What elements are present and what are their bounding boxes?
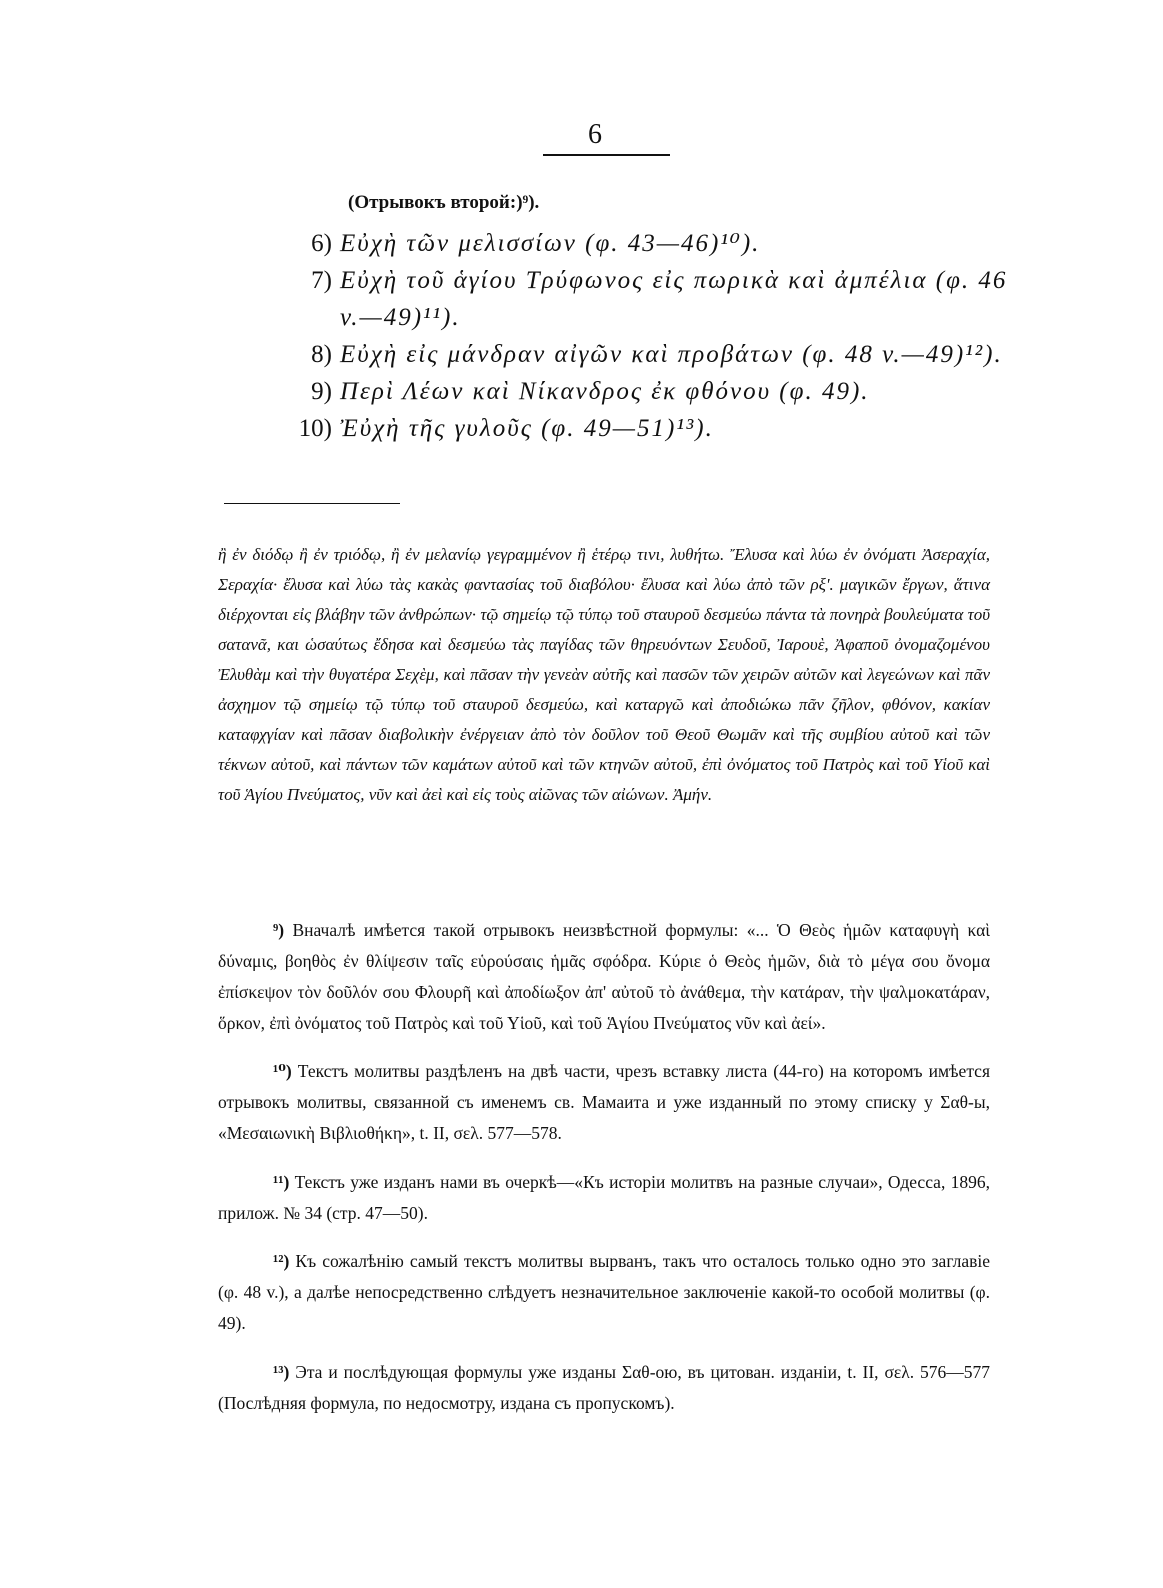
item-list bbox=[270, 225, 1010, 447]
footnote bbox=[218, 1167, 990, 1229]
footnote bbox=[218, 1246, 990, 1339]
footnote bbox=[218, 1357, 990, 1419]
footnote-text: Текстъ уже изданъ нами въ очеркѣ—«Къ исторіи молитвъ на разные случаи», Одесса, 1896, прилож. № 34 (стр. 47—50). bbox=[218, 1171, 991, 1223]
footnote-text: Текстъ молитвы раздѣленъ на двѣ части, чрезъ вставку листа (44-го) на которомъ имѣется отрывокъ молитвы, связанной съ именемъ св. Мамаита и уже изданный по этому списку у Σαθ-ы, «Μεσαιωνικὴ Βιβλιοθήκη», t. II, σελ. 577—578. bbox=[218, 1061, 990, 1143]
footnotes bbox=[218, 897, 990, 1425]
list-item bbox=[270, 262, 1010, 336]
page-number: 6 bbox=[588, 119, 602, 150]
footnote-marker: ¹⁰) bbox=[273, 1061, 292, 1081]
item-number: 10) bbox=[298, 415, 332, 442]
page-number-rule bbox=[543, 154, 670, 156]
footnote-marker: ¹²) bbox=[273, 1251, 290, 1271]
list-item bbox=[270, 336, 1010, 373]
greek-text-block: ἢ ἐν διόδῳ ἢ ἐν τριόδῳ, ἢ ἐν μελανίῳ γεγραμμένον ἢ ἑτέρῳ τινι, λυθήτω. Ἔλυσα καὶ λύω ἐν ὀνόματι Ἀσεραχία, Σεραχία· ἔλυσα καὶ λύω τὰς κακὰς φαντασίας τοῦ διαβόλου· ἔλυσα καὶ λύω ἀπὸ τῶν ρξʹ. μαγικῶν ἔργων, ἅτινα διέρχονται εἰς βλάβην τῶν ἀνθρώπων· τῷ σημείῳ τῷ τύπῳ τοῦ σταυροῦ δεσμεύω πάντα τὰ πονηρὰ βουλεύματα τοῦ σατανᾶ, και ὡσαύτως ἔδησα καὶ δεσμεύω τὰς παγίδας τῶν θηρευόντων Σευδοῦ, Ἰαρουὲ, Ἀφαποῦ ὀνομαζομένου Ἐλυθὰμ καὶ τὴν θυγατέρα Σεχὲμ, καὶ πᾶσαν τὴν γενεὰν αὐτῆς καὶ πασῶν τῶν χειρῶν αὐτῶν καὶ λεγεώνων καὶ πᾶν ἀσχημον τῷ σημείῳ τῷ τύπῳ τοῦ σταυροῦ δεσμεύω, καὶ καταργῶ καὶ ἀποδιώκω πᾶν ζῆλον, φθόνον, κακίαν καταφχγίαν καὶ πᾶσαν διαβολικὴν ἐνέργειαν ἀπὸ τὸν δοῦλον τοῦ Θεοῦ Θωμᾶν καὶ τῆς συμβίου αὐτοῦ καὶ τῶν τέκνων αὐτοῦ, καὶ πάντων τῶν καμάτων αὐτοῦ καὶ τῶν κτηνῶν αὐτοῦ, ἐπὶ ὀνόματος τοῦ Πατρὸς καὶ τοῦ Υἱοῦ καὶ τοῦ Ἁγίου Πνεύματος, νῦν καὶ ἀεὶ καὶ εἰς τοὺς αἰῶνας τῶν αἰώνων. Ἀμήν. bbox=[218, 545, 990, 804]
footnote-marker: ⁹) bbox=[273, 919, 285, 940]
item-text: Εὐχὴ τῶν μελισσίων (φ. 43—46)¹⁰). bbox=[340, 230, 761, 257]
footnote-marker: ¹³) bbox=[273, 1361, 290, 1382]
item-number: 9) bbox=[311, 378, 332, 405]
item-text: Περὶ Λέων καὶ Νίκανδρος ἐκ φθόνου (φ. 49). bbox=[340, 378, 870, 405]
footnote-text: Вначалѣ имѣется такой отрывокъ неизвѣстной формулы: «... Ὁ Θεὸς ἡμῶν καταφυγὴ καὶ δύναμις, βοηθὸς ἐν θλίψεσιν ταῖς εὑρούσαις ἡμᾶς σφόδρα. Κύριε ὁ Θεὸς ἡμῶν, διὰ τὸ μέγα σου ὄνομα ἐπίσκεψον τὸν δοῦλόν σου Φλουρῆ καὶ ἀποδίωξον ἀπ' αὐτοῦ τὸ ἀνάθεμα, τὴν κατάραν, τὴν ψαλμοκατάραν, ὅρκον, ἐπὶ ὀνόματος τοῦ Πατρὸς καὶ τοῦ Υἱοῦ, καὶ τοῦ Ἁγίου Πνεύματος νῦν καὶ ἀεί». bbox=[218, 919, 990, 1033]
footnote-marker: ¹¹) bbox=[273, 1171, 290, 1192]
item-number: 8) bbox=[311, 341, 332, 368]
footnote bbox=[218, 1056, 990, 1149]
footnote-text: Къ сожалѣнію самый текстъ молитвы вырванъ, такъ что осталось только одно это заглавіе (φ. 48 v.), а далѣе непосредственно слѣдуетъ незначительное заключеніе какой-то особой молитвы (φ. 49). bbox=[218, 1251, 991, 1333]
footnote bbox=[218, 915, 990, 1039]
list-item bbox=[270, 410, 1010, 447]
item-text: Ἐὐχὴ τῆς γυλοῦς (φ. 49—51)¹³). bbox=[340, 415, 714, 442]
list-item bbox=[270, 373, 1010, 410]
item-number: 7) bbox=[311, 267, 332, 294]
item-text: Εὐχὴ εἰς μάνδραν αἰγῶν καὶ προβάτων (φ. 48 v.—49)¹²). bbox=[340, 341, 1003, 368]
list-item bbox=[270, 225, 1010, 262]
footnote-separator bbox=[224, 503, 400, 504]
section-heading: (Отрывокъ второй:)⁹). bbox=[348, 192, 540, 213]
item-text: Εὐχὴ τοῦ ἁγίου Τρύφωνος εἰς πωρικὰ καὶ ἀμπέλια (φ. 46 v.—49)¹¹). bbox=[340, 267, 1008, 331]
footnote-text: Эта и послѣдующая формулы уже изданы Σαθ-ою, въ цитован. изданіи, t. II, σελ. 576—577 (Послѣдняя формула, по недосмотру, издана съ пропускомъ). bbox=[218, 1361, 991, 1413]
item-number: 6) bbox=[311, 230, 332, 257]
